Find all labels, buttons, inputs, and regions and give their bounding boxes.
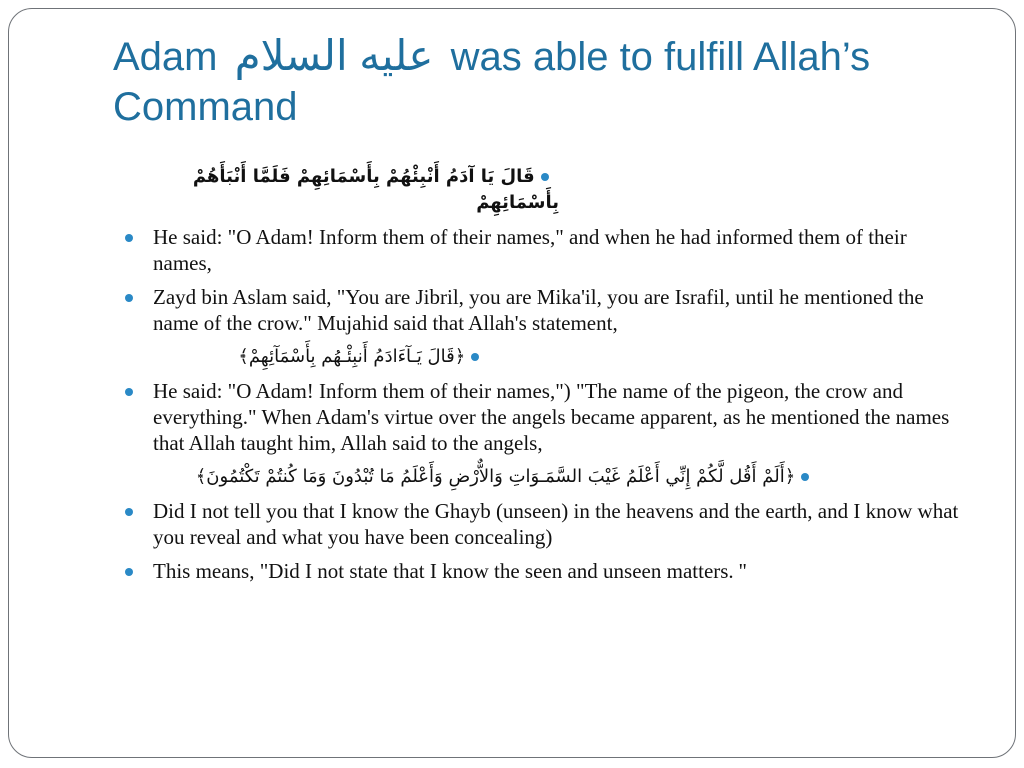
- bullet-text: ﴿قَالَ يَـآءَادَمُ أَنبِئْـهُم بِأَسْمَآئِهِمْ﴾: [238, 346, 466, 367]
- bullet-dot-icon: [125, 388, 133, 396]
- bullet-item: [119, 378, 969, 456]
- title-part-1: Adam: [113, 35, 218, 79]
- bullet-item: [119, 164, 969, 216]
- title-arabic: عليه السلام: [234, 32, 434, 79]
- bullet-item: [9, 344, 489, 370]
- bullet-list: [119, 164, 969, 592]
- bullet-item: [119, 558, 969, 584]
- bullet-text: Zayd bin Aslam said, "You are Jibril, you are Mika'il, you are Israfil, until he mentioned the name of the crow." Mujahid said that Allah's statement,: [153, 285, 924, 335]
- bullet-text: قَالَ يَا آدَمُ أَنْبِئْهُمْ بِأَسْمَائِهِمْ فَلَمَّا أَنْبَأَهُمْ بِأَسْمَائِهِمْ: [192, 166, 559, 213]
- bullet-item: [119, 284, 969, 336]
- bullet-item: [119, 498, 969, 550]
- bullet-dot-icon: [125, 568, 133, 576]
- bullet-item: [119, 224, 969, 276]
- bullet-item: [9, 464, 819, 490]
- bullet-dot-icon: [471, 353, 479, 361]
- bullet-dot-icon: [125, 508, 133, 516]
- bullet-text: He said: "O Adam! Inform them of their names,") "The name of the pigeon, the crow and everything." When Adam's virtue over the angels became apparent, as he mentioned the names that Allah taught him, Allah said to the angels,: [153, 379, 950, 455]
- bullet-dot-icon: [125, 234, 133, 242]
- bullet-text: This means, "Did I not state that I know the seen and unseen matters. '': [153, 559, 747, 583]
- title-part-2: was able to fulfill Allah’s Command: [113, 35, 871, 129]
- bullet-text: Did I not tell you that I know the Ghayb (unseen) in the heavens and the earth, and I know what you reveal and what you have been concealing): [153, 499, 959, 549]
- bullet-text: ﴿أَلَمْ أَقُل لَّكُمْ إِنِّي أَعْلَمُ غَيْبَ السَّمَـوَاتِ وَالاٌّرْضِ وَأَعْلَمُ مَا تُبْدُونَ وَمَا كُنتُمْ تَكْتُمُونَ﴾: [195, 466, 796, 487]
- slide-title: [113, 31, 993, 132]
- bullet-dot-icon: [801, 473, 809, 481]
- bullet-dot-icon: [125, 294, 133, 302]
- slide-frame: [8, 8, 1016, 758]
- bullet-dot-icon: [541, 173, 549, 181]
- bullet-text: He said: "O Adam! Inform them of their names," and when he had informed them of their names,: [153, 225, 907, 275]
